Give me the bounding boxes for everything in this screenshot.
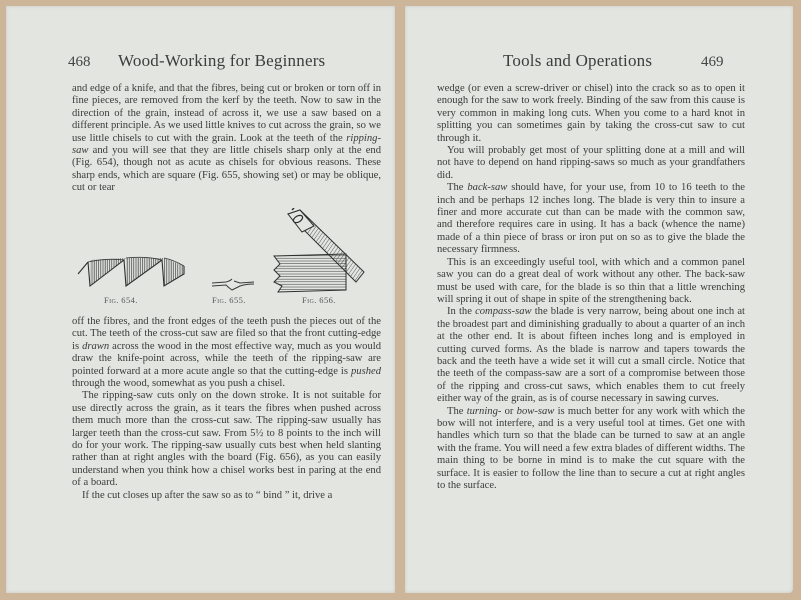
left-text-block-top [72,83,381,195]
italic-term: ripping-saw [72,132,381,157]
fig-654-caption: Fig. 654. [104,295,138,305]
paragraph [72,490,381,502]
paragraph [437,257,745,307]
text-run: through the wood, somewhat as you push a chisel. [72,378,286,390]
italic-term: turning- [466,405,502,417]
text-run: If the cut closes up after the saw so as to “ bind ” it, drive a [82,489,333,501]
paragraph [437,145,745,182]
right-page [405,6,793,593]
text-run: off the fibres, and the front edges of the teeth push the pieces out of the cut. The teeth of the cross-cut saw are filed so that the front cutting-edge is [72,316,381,352]
italic-term: pushed [350,365,381,377]
paragraph [72,83,381,195]
text-run: wedge (or even a screw-driver or chisel) into the crack so as to open it enough for the saw to work freely. Binding of the saw from this cause is very common in making long cuts. When you come to a hard knot in splitting you can sometimes gain by taking the cross-cut saw to cut through it. [437,83,745,144]
left-text-block-bottom [72,316,381,502]
text-run: the blade is very narrow, being about one inch at the broadest part and diminishing gradually to about a quarter of an inch at the other end. It is about fifteen inches long and is employed in cutting curved forms. As the blade is narrow and tapers towards the back and the teeth have a wide set it will cut a small circle. Notice that the teeth of the compass-saw are a sort of a compromise between those of the ripping and cross-cut saws, which enables them to cut freely either way of the grain, as is of course necessary in sawing curves. [437,306,745,405]
text-run: You will probably get most of your splitting done at a mill and will not have to depend on hand ripping-saws so much as your grandfathers did. [437,145,745,181]
paragraph [437,306,745,405]
paragraph [72,316,381,390]
left-page [6,6,395,593]
italic-term: compass-saw [475,306,532,318]
fig-655-tooth-set-illustration [210,278,258,292]
text-run: is much better for any work with which the bow will not interfere, and is a very useful tool at times. Get one with handles which turn so that the blade can be turned to saw at an angle with the frame. You will need a few extra blades of different widths. The main thing to be borne in mind is to make the cut square with the surface. It is easier to follow the line than to secure a cut at right angles to the surface. [437,405,746,491]
text-run: In the [447,306,476,318]
running-head-right: Tools and Operations [503,51,653,70]
text-run: This is an exceedingly useful tool, with which and a common panel saw you can do a great deal of work without any other. The back-saw must be used with care, for the blade is so thin that a little wrenching will spring it out of shape in spite of the strengthening back. [437,256,745,305]
text-run: and edge of a knife, and that the fibres, being cut or broken or torn off in fine pieces, are removed from the kerf by the teeth. Now to saw in the direction of the grain, instead of across it, we use a saw based on a different principle. As we used little knives to cut across the grain, so we use little chisels to cut with the grain. Look at the teeth of the [72,83,381,144]
italic-term: drawn [82,340,110,352]
paragraph [437,182,745,256]
figure-row [72,206,381,311]
paragraph [437,406,745,493]
paragraph [437,83,745,145]
fig-654-saw-teeth-illustration [76,252,188,292]
italic-term: bow-saw [516,405,555,417]
text-run: The [447,405,467,417]
fig-656-saw-on-board-illustration [270,208,376,294]
page-number-right: 469 [701,54,724,70]
running-head-left: Wood-Working for Beginners [118,51,326,70]
text-run: across the wood in the most effective way, much as you would draw the knife-point across, while the teeth of the ripping-saw are pointed forward at a more acute angle so that the cutting-edge is [72,340,381,377]
italic-term: back-saw [467,182,508,194]
text-run: should have, for your use, from 10 to 16 teeth to the inch and be perhaps 12 inches long. The blade is very thin to insure a finer and more accurate cut than can be made with the common saw, and therefore requires care in using. It has a back (whence the name) made of a thin piece of brass or iron put on so as to give the blade the necessary firmness. [437,182,745,256]
text-run: The ripping-saw cuts only on the down stroke. It is not suitable for use directly across the grain, as it tears the fibres when pushed across them much more than the cross-cut saw. The ripping-saw usually has larger teeth than the cross-cut saw. From 5½ to 8 points to the inch will do for your work. The ripping-saw usually cuts best when held slanting rather than at right angles with the board (Fig. 656), as you can easily understand when you think how a chisel works best in paring at the end of a board. [72,390,381,489]
fig-656-caption: Fig. 656. [302,295,336,305]
right-text-block [437,83,745,492]
text-run: and you will see that they are little chisels sharp only at the end (Fig. 654), though not as acute as chisels for obvious reasons. These sharp ends, which are square (Fig. 655, showing set) or may be oblique, cut or tear [72,145,381,194]
fig-655-caption: Fig. 655. [212,295,246,305]
page-number-left: 468 [68,54,91,70]
text-run: or [501,405,517,417]
text-run: The [447,182,468,194]
paragraph [72,390,381,489]
